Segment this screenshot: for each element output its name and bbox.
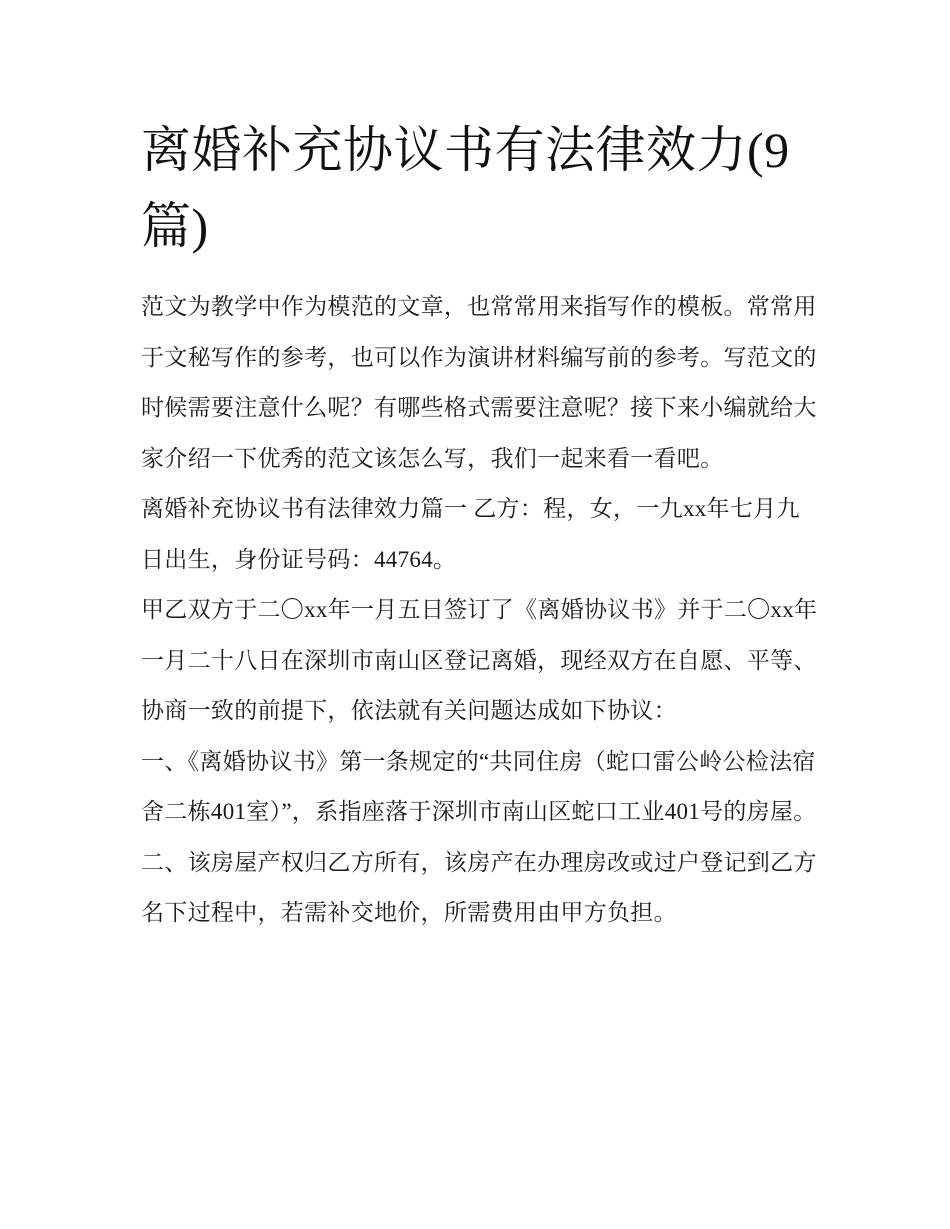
document-body <box>141 112 821 939</box>
paragraph-clause-two: 二、该房屋产权归乙方所有，该房产在办理房改或过户登记到乙方名下过程中，若需补交地价，所需费用由甲方负担。 <box>141 849 817 925</box>
paragraph-party-b: 离婚补充协议书有法律效力篇一 乙方：程，女，一九xx年七月九日出生，身份证号码：44764。 <box>141 496 800 572</box>
paragraph-agreement-background: 甲乙双方于二〇xx年一月五日签订了《离婚协议书》并于二〇xx年一月二十八日在深圳市南山区登记离婚，现经双方在自愿、平等、协商一致的前提下，依法就有关问题达成如下协议： <box>141 597 818 723</box>
paragraph-intro: 范文为教学中作为模范的文章，也常常用来指写作的模板。常常用于文秘写作的参考，也可以作为演讲材料编写前的参考。写范文的时候需要注意什么呢？有哪些格式需要注意呢？接下来小编就给大家介绍一下优秀的范文该怎么写，我们一起来看一看吧。 <box>141 294 817 471</box>
paragraph-clause-one: 一、《离婚协议书》第一条规定的“共同住房（蛇口雷公岭公检法宿舍二栋401室）”，系指座落于深圳市南山区蛇口工业401号的房屋。 <box>141 748 817 824</box>
document-title: 离婚补充协议书有法律效力(9篇) <box>141 122 790 254</box>
